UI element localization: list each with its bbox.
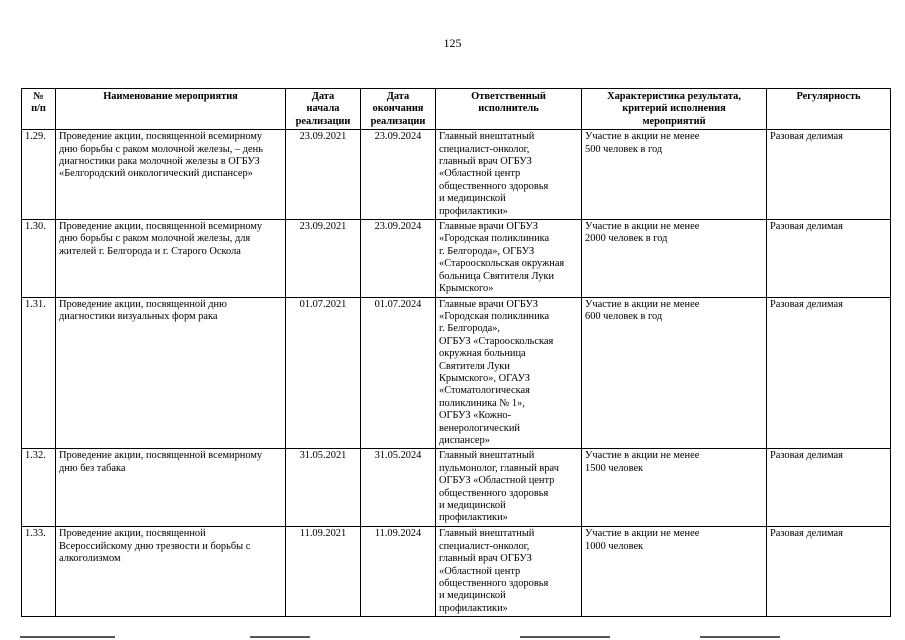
cell-regularity: Разовая делимая	[767, 527, 891, 617]
table-row	[22, 449, 891, 527]
cell-end-date: 11.09.2024	[361, 527, 436, 617]
cell-result-criteria: Участие в акции не менее 2000 человек в год	[582, 220, 767, 297]
table-header-row	[22, 89, 891, 130]
cell-regularity: Разовая делимая	[767, 130, 891, 220]
cell-end-date: 23.09.2024	[361, 130, 436, 220]
cell-regularity: Разовая делимая	[767, 297, 891, 449]
table-row	[22, 130, 891, 220]
page-bottom-rule	[250, 636, 310, 638]
header-name-text: Наименование мероприятия	[103, 91, 238, 102]
header-end-date-text: Дата окончания реализации	[370, 91, 426, 127]
header-name	[56, 89, 286, 130]
cell-responsible: Главные врачи ОГБУЗ «Городская поликлиника г. Белгорода», ОГБУЗ «Старооскольская окружная больница Святителя Луки Крымского»	[436, 220, 582, 297]
cell-event-name: Проведение акции, посвященной всемирному дню без табака	[56, 449, 286, 527]
cell-result-criteria: Участие в акции не менее 1000 человек	[582, 527, 767, 617]
header-result-text: Характеристика результата, критерий исполнения мероприятий	[607, 91, 741, 127]
cell-responsible: Главные врачи ОГБУЗ «Городская поликлиника г. Белгорода», ОГБУЗ «Старооскольская окружная больница Святителя Луки Крымского», ОГАУЗ «Стоматологическая поликлиника № 1», ОГБУЗ «Кожно- венерологический диспансер»	[436, 297, 582, 449]
page-bottom-rule	[520, 636, 610, 638]
cell-responsible: Главный внештатный специалист-онколог, главный врач ОГБУЗ «Областной центр общественного здоровья и медицинской профилактики»	[436, 527, 582, 617]
cell-event-name: Проведение акции, посвященной Всероссийскому дню трезвости и борьбы с алкоголизмом	[56, 527, 286, 617]
header-responsible	[436, 89, 582, 130]
header-start-date	[286, 89, 361, 130]
header-num	[22, 89, 56, 130]
header-regularity	[767, 89, 891, 130]
cell-start-date: 31.05.2021	[286, 449, 361, 527]
cell-end-date: 01.07.2024	[361, 297, 436, 449]
page-bottom-rule	[20, 636, 115, 638]
cell-start-date: 23.09.2021	[286, 220, 361, 297]
header-responsible-text: Ответственный исполнитель	[471, 91, 546, 115]
header-end-date	[361, 89, 436, 130]
header-num-text: № п/п	[31, 91, 46, 115]
header-regularity-text: Регулярность	[796, 91, 861, 102]
cell-row-number: 1.32.	[22, 449, 56, 527]
cell-end-date: 31.05.2024	[361, 449, 436, 527]
cell-start-date: 11.09.2021	[286, 527, 361, 617]
cell-row-number: 1.31.	[22, 297, 56, 449]
table-body	[22, 130, 891, 617]
cell-result-criteria: Участие в акции не менее 500 человек в год	[582, 130, 767, 220]
page-number: 125	[443, 36, 462, 50]
cell-responsible: Главный внештатный специалист-онколог, главный врач ОГБУЗ «Областной центр общественного здоровья и медицинской профилактики»	[436, 130, 582, 220]
cell-row-number: 1.33.	[22, 527, 56, 617]
cell-start-date: 23.09.2021	[286, 130, 361, 220]
table-row	[22, 220, 891, 297]
header-result	[582, 89, 767, 130]
events-table	[21, 88, 891, 617]
cell-result-criteria: Участие в акции не менее 1500 человек	[582, 449, 767, 527]
page-bottom-rule	[700, 636, 780, 638]
cell-regularity: Разовая делимая	[767, 220, 891, 297]
cell-end-date: 23.09.2024	[361, 220, 436, 297]
cell-start-date: 01.07.2021	[286, 297, 361, 449]
cell-event-name: Проведение акции, посвященной всемирному дню борьбы с раком молочной железы, для жителей г. Белгорода и г. Старого Оскола	[56, 220, 286, 297]
cell-row-number: 1.30.	[22, 220, 56, 297]
table-row	[22, 527, 891, 617]
header-start-date-text: Дата начала реализации	[295, 91, 351, 127]
table-row	[22, 297, 891, 449]
cell-row-number: 1.29.	[22, 130, 56, 220]
cell-regularity: Разовая делимая	[767, 449, 891, 527]
cell-result-criteria: Участие в акции не менее 600 человек в год	[582, 297, 767, 449]
cell-event-name: Проведение акции, посвященной дню диагностики визуальных форм рака	[56, 297, 286, 449]
cell-responsible: Главный внештатный пульмонолог, главный врач ОГБУЗ «Областной центр общественного здоровья и медицинской профилактики»	[436, 449, 582, 527]
cell-event-name: Проведение акции, посвященной всемирному дню борьбы с раком молочной железы, – день диагностики рака молочной железы в ОГБУЗ «Белгородский онкологический диспансер»	[56, 130, 286, 220]
